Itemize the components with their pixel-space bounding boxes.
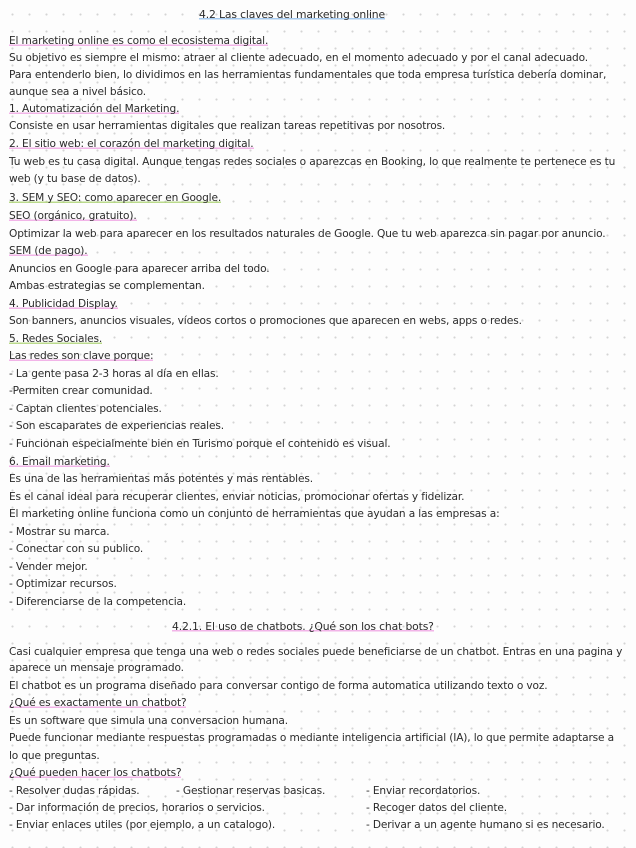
question-heading: ¿Qué pueden hacer los chatbots? [9,767,182,779]
list-item: - Enviar enlaces utiles (por ejemplo, a un catalogo). [9,819,276,831]
text-line: Optimizar la web para aparecer en los resultados naturales de Google. Que tu web aparezca sin pagar por anuncio. [9,228,606,240]
list-item: - Mostrar su marca. [9,526,110,538]
text-line: Puede funcionar mediante respuestas programadas o mediante inteligencia artificial (IA), lo que permite adaptarse a [9,732,614,744]
text-line: Su objetivo es siempre el mismo: atraer al cliente adecuado, en el momento adecuado y por el canal adecuado. [9,52,588,64]
section-heading: 2. El sitio web: el corazón del marketing digital. [9,138,254,150]
section-heading: 4. Publicidad Display. [9,298,118,310]
list-item: - Resolver dudas rápidas. [9,785,140,797]
page-title: 4.2 Las claves del marketing online [199,8,385,21]
list-item: - Recoger datos del cliente. [366,802,507,814]
list-item: - Son escaparates de experiencias reales. [9,420,224,432]
list-item: - Derivar a un agente humano si es necesario. [366,819,605,831]
text-line: SEM (de pago). [9,245,88,257]
list-item: - La gente pasa 2-3 horas al día en ellas. [9,368,219,380]
text-line: Anuncios en Google para aparecer arriba del todo. [9,263,270,275]
text-line: aunque sea a nivel básico. [9,86,147,98]
text-line: Consiste en usar herramientas digitales que realizan tareas repetitivas por nosotros. [9,120,446,132]
question-heading: ¿Qué es exactamente un chatbot? [9,697,187,709]
text-line: lo que preguntas. [9,750,100,762]
text-line: Es el canal ideal para recuperar clientes, enviar noticias, promocionar ofertas y fidelizar. [9,491,465,503]
section-heading: 1. Automatización del Marketing. [9,103,180,115]
text-line: Es una de las herramientas más potentes y mas rentables. [9,473,313,485]
text-line: Las redes son clave porque: [9,350,154,362]
text-line: El chatbot es un programa diseñado para conversar contigo de forma automatica utilizando texto o voz. [9,680,548,692]
section-heading: 3. SEM y SEO: como aparecer en Google. [9,192,222,204]
text-line: Ambas estrategias se complementan. [9,280,205,292]
list-item: - Optimizar recursos. [9,578,117,590]
text-line: web (y tu base de datos). [9,173,141,185]
text-line: El marketing online funciona como un conjunto de herramientas que ayudan a las empresas a: [9,508,500,520]
list-item: -Permiten crear comunidad. [9,385,153,397]
list-item: - Diferenciarse de la competencia. [9,596,187,608]
text-line: aparece un mensaje programado. [9,662,184,674]
text-line: Casi cualquier empresa que tenga una web o redes sociales puede beneficiarse de un chatbot. Entras en una pagina y [9,646,623,658]
text-line: El marketing online es como el ecosistema digital. [9,35,269,47]
list-item: - Conectar con su publico. [9,543,144,555]
list-item: - Funcionan especialmente bien en Turismo porque el contenido es visual. [9,438,391,450]
list-item: - Captan clientes potenciales. [9,403,162,415]
section-heading: 5. Redes Sociales. [9,333,103,345]
list-item: - Enviar recordatorios. [366,785,481,797]
text-line: Son banners, anuncios visuales, vídeos cortos o promociones que aparecen en webs, apps o redes. [9,315,522,327]
section-subtitle: 4.2.1. El uso de chatbots. ¿Qué son los chat bots? [172,620,434,633]
text-line: Tu web es tu casa digital. Aunque tengas redes sociales o aparezcas en Booking, lo que realmente te pertenece es tu [9,156,616,168]
text-line: SEO (orgánico, gratuito). [9,210,137,222]
list-item: - Gestionar reservas basicas. [176,785,326,797]
list-item: - Dar información de precios, horarios o servicios. [9,802,265,814]
list-item: - Vender mejor. [9,561,88,573]
section-heading: 6. Email marketing. [9,456,110,468]
text-line: Es un software que simula una conversacion humana. [9,715,288,727]
text-line: Para entenderlo bien, lo dividimos en las herramientas fundamentales que toda empresa turística debería dominar, [9,69,607,81]
